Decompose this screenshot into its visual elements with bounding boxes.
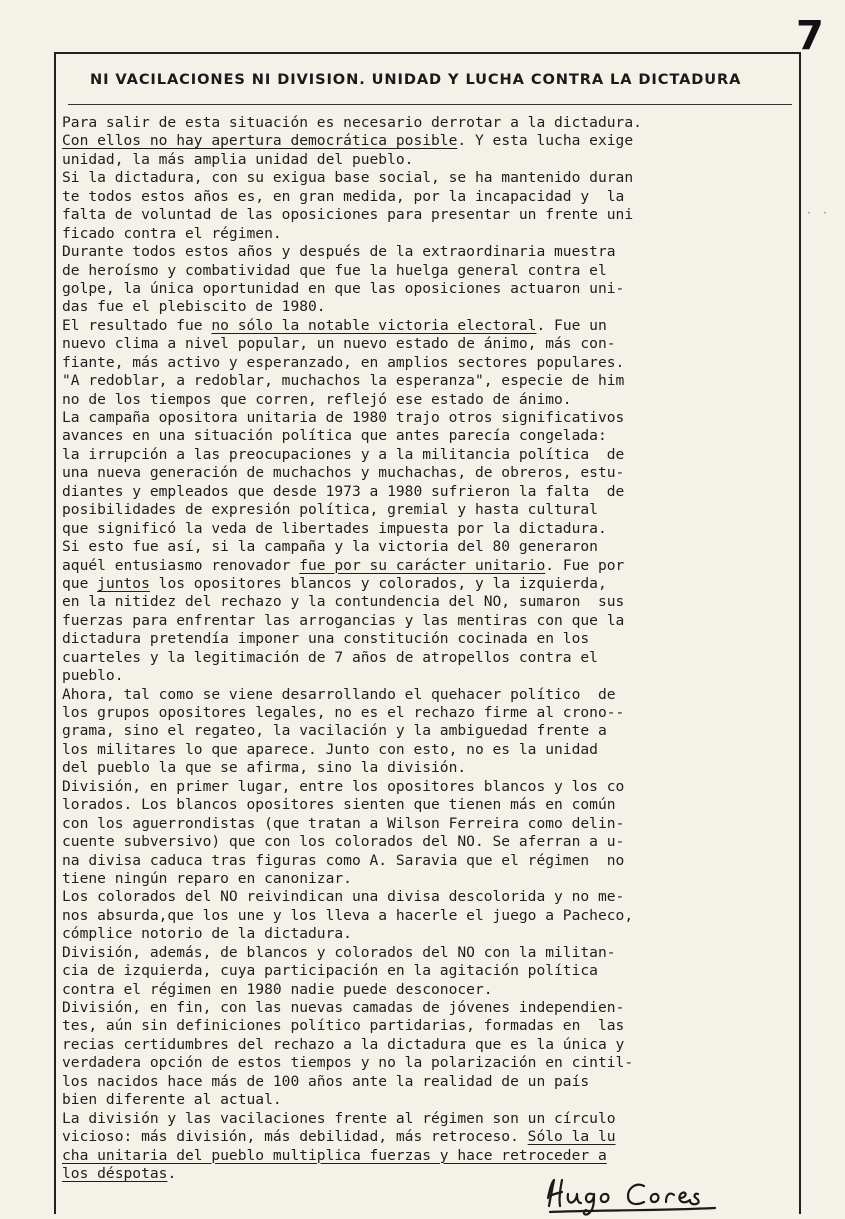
text-line <box>62 778 802 796</box>
text-segment: fiante, más activo y esperanzado, en amplios sectores populares. <box>62 353 625 371</box>
text-segment: la irrupción a las preocupaciones y a la militancia política de <box>62 445 625 463</box>
text-segment: Si esto fue así, si la campaña y la victoria del 80 generaron <box>62 538 598 556</box>
text-line <box>62 188 802 206</box>
text-segment: Ahora, tal como se viene desarrollando el quehacer político de <box>62 685 616 703</box>
text-segment: vicioso: más división, más debilidad, más retroceso. <box>62 1128 528 1146</box>
text-line <box>62 298 802 316</box>
text-line <box>62 852 802 870</box>
text-segment: cómplice notorio de la dictadura. <box>62 925 352 943</box>
text-segment: Si la dictadura, con su exigua base social, se ha mantenido duran <box>62 169 634 187</box>
text-line <box>62 833 802 851</box>
text-segment: cuente subversivo) que con los colorados del NO. Se aferran a u- <box>62 833 625 851</box>
text-line <box>62 354 802 372</box>
text-segment: unidad, la más amplia unidad del pueblo. <box>62 150 414 168</box>
text-line <box>62 1147 802 1165</box>
text-line <box>62 446 802 464</box>
text-line <box>62 1091 802 1109</box>
text-line <box>62 944 802 962</box>
text-line <box>62 557 802 575</box>
text-line <box>62 722 802 740</box>
text-segment: . Y esta lucha exige <box>457 132 634 150</box>
text-segment: cuarteles y la legitimación de 7 años de atropellos contra el <box>62 648 598 666</box>
text-line <box>62 538 802 556</box>
text-line <box>62 796 802 814</box>
text-segment: recias certidumbres del rechazo a la dictadura que es la única y <box>62 1035 625 1053</box>
text-segment: que significó la veda de libertades impuesta por la dictadura. <box>62 519 607 537</box>
text-segment: del pueblo la que se afirma, sino la división. <box>62 759 467 777</box>
text-segment: tes, aún sin definiciones político partidarias, formadas en las <box>62 1017 625 1035</box>
text-line <box>62 575 802 593</box>
signature <box>540 1168 725 1218</box>
text-line <box>62 169 802 187</box>
text-segment: das fue el plebiscito de 1980. <box>62 298 326 316</box>
text-line <box>62 483 802 501</box>
article-body <box>62 114 802 1183</box>
text-segment: posibilidades de expresión política, gremial y hasta cultural <box>62 501 598 519</box>
text-line <box>62 1036 802 1054</box>
text-segment: pueblo. <box>62 667 124 685</box>
underlined-phrase: Sólo la lu <box>527 1128 616 1146</box>
text-line <box>62 630 802 648</box>
underlined-phrase: fue por su carácter unitario <box>299 556 546 574</box>
text-segment: División, en primer lugar, entre los opositores blancos y los co <box>62 777 625 795</box>
underlined-phrase: juntos <box>97 574 150 592</box>
text-line <box>62 981 802 999</box>
text-segment: aquél entusiasmo renovador <box>62 556 300 574</box>
text-segment: La campaña opositora unitaria de 1980 trajo otros significativos <box>62 409 625 426</box>
text-segment: los nacidos hace más de 100 años ante la realidad de un país <box>62 1072 590 1090</box>
text-line <box>62 741 802 759</box>
text-segment: golpe, la única oportunidad en que las oposiciones actuaron uni- <box>62 279 625 297</box>
text-line <box>62 815 802 833</box>
text-line <box>62 151 802 169</box>
text-segment: ficado contra el régimen. <box>62 224 282 242</box>
text-line <box>62 1017 802 1035</box>
text-segment: nos absurda,que los une y los lleva a hacerle el juego a Pacheco, <box>62 906 634 924</box>
text-segment: de heroísmo y combatividad que fue la huelga general contra el <box>62 261 607 279</box>
text-segment: los opositores blancos y colorados, y la izquierda, <box>149 574 607 592</box>
text-line <box>62 520 802 538</box>
text-line <box>62 925 802 943</box>
text-line <box>62 225 802 243</box>
underlined-phrase: cha unitaria del pueblo multiplica fuerzas y hace retroceder a <box>62 1146 607 1164</box>
text-line <box>62 317 802 335</box>
underlined-phrase: los déspotas <box>62 1164 168 1182</box>
text-line <box>62 649 802 667</box>
text-segment: nuevo clima a nivel popular, un nuevo estado de ánimo, más con- <box>62 335 616 353</box>
text-line <box>62 759 802 777</box>
text-segment: tiene ningún reparo en canonizar. <box>62 869 352 887</box>
text-segment: dictadura pretendía imponer una constitución cocinada en los <box>62 630 590 648</box>
text-line <box>62 999 802 1017</box>
text-segment: que <box>62 574 98 592</box>
text-segment: La división y las vacilaciones frente al régimen son un círculo <box>62 1109 616 1127</box>
article-title: NI VACILACIONES NI DIVISION. UNIDAD Y LUCHA CONTRA LA DICTADURA <box>90 71 742 88</box>
text-segment: División, además, de blancos y colorados del NO con la militan- <box>62 943 616 961</box>
underlined-phrase: Con ellos no hay apertura democrática posible <box>62 132 458 150</box>
underlined-phrase: no sólo la notable victoria electoral <box>211 316 537 334</box>
text-line <box>62 888 802 906</box>
text-line <box>62 132 802 150</box>
text-segment: bien diferente al actual. <box>62 1091 282 1109</box>
text-segment: los militares lo que aparece. Junto con esto, no es la unidad <box>62 740 598 758</box>
text-line <box>62 907 802 925</box>
text-segment: fuerzas para enfrentar las arrogancias y las mentiras con que la <box>62 611 625 629</box>
text-segment: El resultado fue <box>62 316 212 334</box>
text-segment: avances en una situación política que antes parecía congelada: <box>62 427 607 445</box>
text-line <box>62 1054 802 1072</box>
text-line <box>62 612 802 630</box>
title-rule <box>68 104 792 105</box>
text-segment: falta de voluntad de las oposiciones para presentar un frente uni <box>62 206 634 224</box>
text-segment: en la nitidez del rechazo y la contundencia del NO, sumaron sus <box>62 593 625 611</box>
text-segment: Para salir de esta situación es necesario derrotar a la dictadura. <box>62 114 642 131</box>
text-line <box>62 1128 802 1146</box>
text-segment: lorados. Los blancos opositores sienten que tienen más en común <box>62 796 616 814</box>
page-number: 7 <box>796 13 824 59</box>
text-segment: grama, sino el regateo, la vacilación y la ambiguedad frente a <box>62 722 607 740</box>
margin-mark: · · <box>806 208 831 219</box>
text-line <box>62 335 802 353</box>
text-line <box>62 501 802 519</box>
text-segment: te todos estos años es, en gran medida, por la incapacidad y la <box>62 187 625 205</box>
text-line <box>62 409 802 427</box>
text-line <box>62 427 802 445</box>
text-segment: . Fue por <box>545 556 625 574</box>
text-segment: na divisa caduca tras figuras como A. Saravia que el régimen no <box>62 851 625 869</box>
text-line <box>62 870 802 888</box>
text-segment: Los colorados del NO reivindican una divisa descolorida y no me- <box>62 888 625 906</box>
text-segment: . <box>167 1164 177 1182</box>
text-line <box>62 704 802 722</box>
text-line <box>62 280 802 298</box>
text-line <box>62 262 802 280</box>
text-segment: División, en fin, con las nuevas camadas de jóvenes independien- <box>62 999 625 1016</box>
text-segment: verdadera opción de estos tiempos y no la polarización en cintil- <box>62 1054 634 1072</box>
text-line <box>62 686 802 704</box>
text-line <box>62 1110 802 1128</box>
text-segment: Durante todos estos años y después de la extraordinaria muestra <box>62 243 616 261</box>
text-line <box>62 962 802 980</box>
text-segment: "A redoblar, a redoblar, muchachos la esperanza", especie de him <box>62 372 625 390</box>
text-segment: . Fue un <box>536 316 607 334</box>
text-segment: los grupos opositores legales, no es el rechazo firme al crono-- <box>62 704 625 721</box>
text-segment: cia de izquierda, cuya participación en la agitación política <box>62 962 598 980</box>
text-line <box>62 372 802 390</box>
text-segment: una nueva generación de muchachos y muchachas, de obreros, estu- <box>62 464 625 482</box>
text-line <box>62 243 802 261</box>
text-line <box>62 114 802 132</box>
text-segment: contra el régimen en 1980 nadie puede desconocer. <box>62 980 493 998</box>
text-line <box>62 391 802 409</box>
text-segment: con los aguerrondistas (que tratan a Wilson Ferreira como delin- <box>62 814 625 832</box>
text-segment: no de los tiempos que corren, reflejó ese estado de ánimo. <box>62 390 572 408</box>
text-line <box>62 206 802 224</box>
text-line <box>62 667 802 685</box>
text-line <box>62 1073 802 1091</box>
text-segment: diantes y empleados que desde 1973 a 1980 sufrieron la falta de <box>62 482 625 500</box>
text-line <box>62 593 802 611</box>
text-line <box>62 464 802 482</box>
